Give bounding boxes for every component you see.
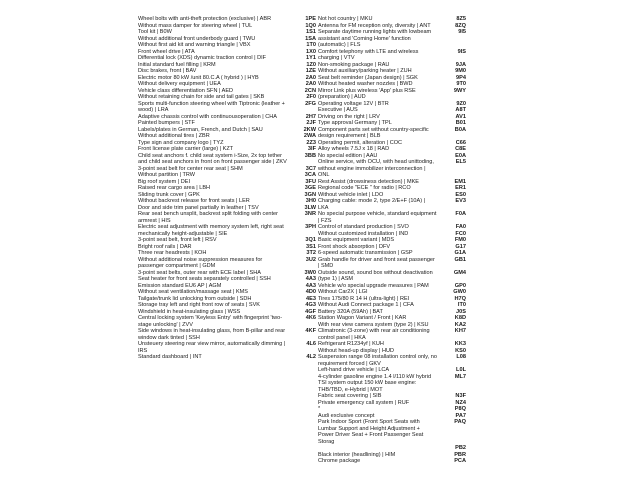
option-description: Fabric seat covering | SIB xyxy=(318,393,382,399)
option-code: EV3 xyxy=(455,198,466,204)
option-code: 3U2 xyxy=(305,256,316,263)
option-code: 4GF xyxy=(305,308,316,315)
option-code: 4G3 xyxy=(305,302,316,308)
option-code: 4D0 xyxy=(305,289,316,295)
option-code: 2H7 xyxy=(305,113,316,120)
option-code: G1A xyxy=(454,250,466,256)
option-row xyxy=(138,315,316,328)
option-code: K8D xyxy=(454,315,466,321)
option-description: Without additional front underbody guard | TWU xyxy=(138,35,256,42)
option-description: Tailgate/trunk lid unlocking from outside | SDH xyxy=(138,295,252,302)
option-description: Rear seat bench unsplit, backrest split folding with center armrest | HIS xyxy=(138,211,278,224)
option-description: Audi exclusive concept xyxy=(318,412,375,419)
option-row xyxy=(138,224,316,237)
option-code: 3T2 xyxy=(306,250,316,256)
option-row xyxy=(318,29,466,49)
option-code: 9I5 xyxy=(458,29,466,35)
option-description: Alloy wheels 7.5J x 18 | RAD xyxy=(318,146,390,152)
option-description: Differential lock (XDS) dynamic traction control | DIF xyxy=(138,55,267,61)
option-row xyxy=(318,159,466,179)
option-code: C66 xyxy=(455,139,466,146)
option-row xyxy=(138,257,316,270)
option-description: With rear view camera system (type 2) | KSU xyxy=(318,321,429,328)
option-description: 4-cylinder gasoline engine 1.4 l/110 kW hybrid TSI system output 150 kW base engine: THB/TBD, e-Hybrid | MOT xyxy=(318,373,432,393)
option-code: 3NR xyxy=(304,211,316,217)
option-code: 2JF xyxy=(306,120,316,126)
option-description: 3-point seat belt for center rear seat | SHM xyxy=(138,165,243,172)
option-code: L0L xyxy=(456,367,466,373)
option-code: 4K6 xyxy=(305,315,316,321)
option-description: Three rear headrests | KOH xyxy=(138,250,207,256)
option-code: A8T xyxy=(455,107,466,113)
option-code: 1T0 xyxy=(306,42,316,48)
option-code: FC0 xyxy=(455,230,466,237)
option-description: Antenna for FM reception only, diversity | ANT xyxy=(318,22,431,29)
option-row xyxy=(138,101,316,114)
option-code: B01 xyxy=(455,120,466,126)
option-code: 9JA xyxy=(455,61,466,68)
option-code: 3FU xyxy=(305,178,316,185)
option-description: Windshield in heat-insulating glass | WSS xyxy=(138,308,241,315)
option-description: Without head-up display | HUD xyxy=(318,347,395,354)
option-description: Sports multi-function steering wheel with Tiptronic (leather + wood) | LRA xyxy=(138,100,285,113)
option-code: 2A0 xyxy=(305,74,316,81)
option-row xyxy=(318,49,466,62)
option-description: Bright roof rails | DAR xyxy=(138,243,192,250)
option-row xyxy=(318,328,466,341)
option-description: No special purpose vehicle, standard equipment | FZS xyxy=(318,211,437,224)
option-description: Without first aid kit and warning triangle | VBX xyxy=(138,42,251,48)
option-code: 4E3 xyxy=(306,295,316,302)
option-code: F0A xyxy=(455,211,466,217)
option-description: Front license plate carrier (large) | KZT xyxy=(138,146,234,152)
option-description: Not hot country | MKU xyxy=(318,16,373,22)
option-code: GP0 xyxy=(454,282,466,289)
option-description: Non-smoking package | RAU xyxy=(318,61,390,68)
option-code: PA7 xyxy=(455,412,466,419)
option-code: 4A3 xyxy=(305,282,316,289)
option-description: Front wheel drive | ATA xyxy=(138,48,195,55)
option-code: 3IF xyxy=(307,146,316,152)
option-description: Station Wagon Variant / Front | KAR xyxy=(318,315,407,321)
option-row xyxy=(138,354,316,361)
option-description: Tires 175/80 R 14 H (ultra-light) | REI xyxy=(318,295,410,302)
option-description: Climatronic (3-zone) with rear air conditioning control panel | HKA xyxy=(318,328,430,341)
option-description: Seat belt reminder (Japan design) | SGK xyxy=(318,74,418,81)
option-description: Suspension range 08 installation control only, no requirement forced | GKV xyxy=(318,354,437,367)
option-code: IT0 xyxy=(457,302,466,308)
option-code: G17 xyxy=(455,243,466,250)
option-description: Left-hand drive vehicle | LCA xyxy=(318,367,390,373)
option-description: Wheel bolts with anti-theft protection (exclusive) | ABR xyxy=(138,16,272,22)
option-code: 3H0 xyxy=(305,198,316,204)
option-code: 9Z0 xyxy=(456,100,466,107)
option-row xyxy=(318,211,466,224)
option-description: Sliding trunk cover | GPK xyxy=(138,191,200,198)
option-code: 1S1 xyxy=(306,29,316,35)
option-code: 2Z3 xyxy=(306,139,316,146)
option-description: Black interior (headlining) | HIM xyxy=(318,451,396,458)
option-description: Without seat ventilation/massage seat | KMS xyxy=(138,289,248,295)
option-code: 2A0 xyxy=(305,81,316,87)
option-code: PCA xyxy=(454,458,466,464)
option-description: Without Car2X | LGI xyxy=(318,289,368,295)
option-code: 3S1 xyxy=(306,243,316,250)
option-code: ER1 xyxy=(455,185,466,191)
option-code: 3LW xyxy=(304,204,316,211)
option-code: EL5 xyxy=(455,159,466,165)
option-description: Control of standard production | SVO xyxy=(318,224,409,230)
left-options-column xyxy=(138,16,316,361)
option-description: Labels/plates in German, French, and Dutch | SAU xyxy=(138,126,263,133)
option-row xyxy=(318,419,466,445)
option-row xyxy=(318,198,466,211)
option-description: Outside sound, sound box without deactivation (type 1) | ASM xyxy=(318,269,433,282)
option-code: 8ZQ xyxy=(455,22,466,29)
option-row xyxy=(318,458,466,465)
option-description: Comfort telephony with LTE and wireless charging | VTV xyxy=(318,48,419,61)
option-description: Seat heater for front seats separately controlled | SSH xyxy=(138,276,271,282)
option-row xyxy=(138,211,316,224)
option-code: 9M0 xyxy=(455,68,466,74)
option-description: Driving on the right | LRV xyxy=(318,113,380,120)
option-code: PAQ xyxy=(454,419,466,425)
option-code: 1ZE xyxy=(305,68,316,74)
option-row xyxy=(318,88,466,101)
option-code: C8E xyxy=(455,146,466,152)
option-code: AV1 xyxy=(455,113,466,120)
option-code: 3C7 xyxy=(305,165,316,172)
option-description: Online service, with OCU, with head unittoding, without engine immobilizer interconnection | ONL xyxy=(318,159,434,178)
option-code: 2WA xyxy=(303,133,316,139)
option-description: Central locking system 'Keyless Entry' with fingerprint 'two-stage unlocking' | ZVV xyxy=(138,315,283,328)
option-description: Operating voltage 12V | BTR xyxy=(318,100,389,107)
option-code: 4KF xyxy=(305,328,316,334)
option-code: 3BB xyxy=(304,152,316,159)
option-code: 1Q0 xyxy=(305,22,316,29)
option-code: 1X0 xyxy=(306,48,316,55)
option-description: Executive | AUS xyxy=(318,107,358,113)
option-row xyxy=(318,257,466,270)
option-description: No special edition | AAU xyxy=(318,152,378,159)
option-code: L08 xyxy=(456,354,466,360)
option-description: Private emergency call system | RUF xyxy=(318,399,410,406)
option-code: J0S xyxy=(456,308,466,315)
right-options-column xyxy=(318,16,466,465)
option-description: Refrigerant R1234yf | KUH xyxy=(318,341,384,347)
option-code: N3F xyxy=(455,393,466,399)
option-code: 2KW xyxy=(303,126,316,133)
option-code: 9WY xyxy=(453,87,466,94)
option-description: Electric seat adjustment with memory system left, right seat mechanically height-adjustable | SIE xyxy=(138,224,284,237)
option-code: 4A3 xyxy=(305,276,316,282)
option-description: Without vehicle inlet | LDO xyxy=(318,191,384,198)
option-code: ML7 xyxy=(454,373,466,380)
option-description: Without backrest release for front seats | LER xyxy=(138,198,250,204)
option-description: Without heated washer nozzles | BWD xyxy=(318,81,413,87)
option-description: Without Audi Connect package 1 | CFA xyxy=(318,302,414,308)
option-code: 9IS xyxy=(457,48,466,55)
option-code: 3CA xyxy=(304,172,316,178)
option-code: PB2 xyxy=(455,445,466,451)
option-description: Side windows in heat-insulating glass, from B-pillar and rear window dark tinted | SSH xyxy=(138,328,286,341)
option-description: Park Indoor Sport (Front Sport Seats with Lumbar Support and Height Adjustment + Power Driver Seat + Front Passenger Seat Storag xyxy=(318,419,424,445)
option-code: KA2 xyxy=(454,321,466,328)
option-row xyxy=(138,153,316,166)
option-description: Without mass damper for steering wheel | TUL xyxy=(138,22,253,29)
option-code: EM1 xyxy=(454,178,466,185)
option-description: Type sign and company logo | TYZ xyxy=(138,139,224,146)
option-description: Vehicle class differentiation SFN | AED xyxy=(138,87,234,94)
option-description: Battery 320A (59Ah) | BAT xyxy=(318,308,383,315)
option-description: Front shock absorption | DFV xyxy=(318,243,391,250)
option-code: PBR xyxy=(454,451,466,458)
option-code: GW0 xyxy=(453,289,466,295)
option-code: 8Z5 xyxy=(456,16,466,22)
option-description: Without delivery equipment | UEA xyxy=(138,81,221,87)
option-row xyxy=(318,127,466,140)
option-code: GM4 xyxy=(453,269,466,276)
option-code: 3GN xyxy=(304,191,316,198)
option-code: FM0 xyxy=(454,237,466,243)
option-description: Standard dashboard | INT xyxy=(138,354,202,360)
option-description: Without partition | TRW xyxy=(138,172,196,178)
option-code: 3W0 xyxy=(304,269,316,276)
option-code: KK3 xyxy=(454,341,466,347)
option-description: Big roof system | DEI xyxy=(138,178,190,185)
option-description: Regional code "ECE " for radio | RCO xyxy=(318,185,411,191)
option-description: Adaptive chassis control with continuousoperation | CHA xyxy=(138,113,277,120)
option-row xyxy=(138,328,316,341)
option-row xyxy=(318,374,466,394)
option-code: FA0 xyxy=(455,224,466,230)
option-code: E0A xyxy=(455,152,466,159)
option-code: 2F0 xyxy=(306,94,316,100)
option-description: Emission standard EU6 AP | AGM xyxy=(138,282,222,289)
option-description: Type approval Germany | TPL xyxy=(318,120,392,126)
option-code: 3GE xyxy=(304,185,316,191)
option-code: GB1 xyxy=(454,256,466,263)
option-description: Grab handle for driver and front seat passenger | SMD xyxy=(318,256,435,269)
option-code: 1SA xyxy=(305,35,316,42)
option-description: Rest Assist (drowsiness detection) | MKE xyxy=(318,178,420,185)
option-description: Storage tray left and right front row of seats | SVK xyxy=(138,302,260,308)
option-code: H7Q xyxy=(454,295,466,302)
option-code: 1Z0 xyxy=(306,61,316,68)
option-description: Painted bumpers | STF xyxy=(138,120,195,126)
option-code: 1Y1 xyxy=(306,55,316,61)
option-row xyxy=(318,354,466,367)
option-description: 6-speed automatic transmission | GSP xyxy=(318,250,413,256)
option-description: Initial standard fuel filling | KRM xyxy=(138,61,216,68)
option-description: Charging cable: mode 2, type 2/E+F (10A) | LKA xyxy=(318,198,426,211)
option-code: 1PE xyxy=(305,16,316,22)
option-code: NZ4 xyxy=(455,399,466,406)
option-description: Disc brakes, front | BAV xyxy=(138,68,197,74)
option-description: Chrome package xyxy=(318,458,361,464)
option-description: 3-point seat belt, front left | RSV xyxy=(138,237,217,243)
option-description: * xyxy=(318,406,321,412)
option-description: Without auxiliary/parking heater | ZUH xyxy=(318,68,412,74)
option-description: Basic equipment variant | MDS xyxy=(318,237,395,243)
option-description: Operating permit, alteration | COC xyxy=(318,139,403,146)
option-code: ES0 xyxy=(455,191,466,198)
option-code: 3PH xyxy=(305,224,316,230)
option-description: 3-point seat belts, outer rear with ECE label | SHA xyxy=(138,269,261,276)
option-code: KH7 xyxy=(454,328,466,334)
option-code: 9T0 xyxy=(456,81,466,87)
option-description: Raised rear cargo area | LBH xyxy=(138,185,211,191)
option-description: Mirror Link plus wireless 'App' plus RSE (preparation) | AUD xyxy=(318,87,416,100)
option-code: 9P4 xyxy=(456,74,466,81)
option-description: Vehicle w/o special upgrade measures | PAM xyxy=(318,282,429,289)
option-code: 4L2 xyxy=(306,354,316,360)
option-description: Electric motor 80 kW /unit 80.C.A ( hybrid ) | HYB xyxy=(138,74,259,81)
option-code: 2CN xyxy=(304,87,316,94)
option-code: 3Q1 xyxy=(305,237,316,243)
option-code: 4L6 xyxy=(306,341,316,347)
option-description: Child seat anchors f. child seat system i-Size, 2x top tether and child seat anchors in front on front passenger side | ZKV xyxy=(138,152,287,165)
option-row xyxy=(318,270,466,283)
option-description: Without customized installation | IND xyxy=(318,230,409,237)
option-code: 2FG xyxy=(305,100,316,107)
option-code: P8Q xyxy=(454,406,466,412)
option-row xyxy=(138,341,316,354)
option-description: Separate daytime running lights with lowbeam assistant and 'Coming Home' function (automatic) | FLS xyxy=(318,29,432,48)
option-description: Without retaining chain for side and tail gates | SKB xyxy=(138,94,265,100)
option-description: Component parts set without country-specific design requirement | BLB xyxy=(318,126,429,139)
option-description: Without additional noise suppression measures for passenger compartment | GDM xyxy=(138,256,263,269)
option-description: Door and side trim panel partially in leather | TSV xyxy=(138,204,259,211)
option-description: Without additional tires | ZBR xyxy=(138,133,210,139)
option-code: B0A xyxy=(454,126,466,133)
option-code: KS0 xyxy=(455,347,466,354)
option-description: Tool kit | B0W xyxy=(138,29,172,35)
option-description: Unsteuery steering rear view mirror, automatically dimming | IRS xyxy=(138,341,286,354)
